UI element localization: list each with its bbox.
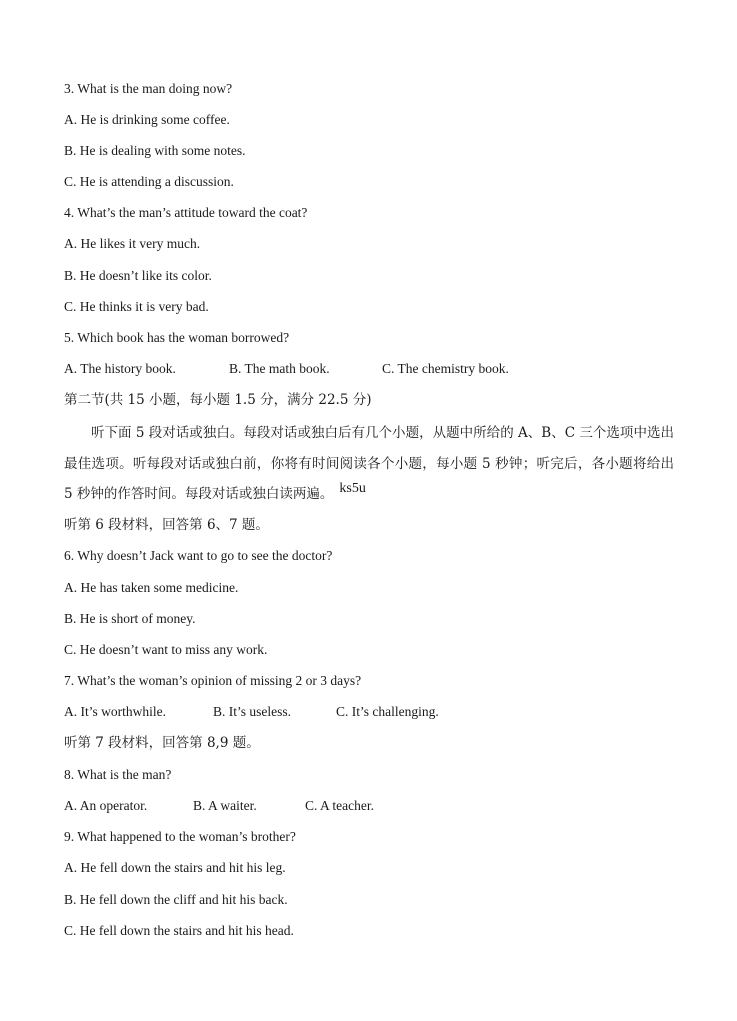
question-3-option-b: B. He is dealing with some notes. <box>64 143 246 158</box>
question-9-option-a: A. He fell down the stairs and hit his leg. <box>64 860 286 875</box>
question-3-option-c: C. He is attending a discussion. <box>64 174 234 189</box>
question-8-option-c: C. A teacher. <box>305 798 374 813</box>
question-4-option-c: C. He thinks it is very bad. <box>64 299 209 314</box>
question-5-option-a: A. The history book. <box>64 361 176 376</box>
question-9-option-c: C. He fell down the stairs and hit his head. <box>64 923 294 938</box>
question-8-option-b: B. A waiter. <box>193 798 257 813</box>
question-8: 8. What is the man? <box>64 767 172 782</box>
question-4-option-a: A. He likes it very much. <box>64 236 201 251</box>
question-4: 4. What’s the man’s attitude toward the coat? <box>64 205 308 220</box>
section-heading: 第二节(共 15 小题，每小题 1.5 分，满分 22.5 分) <box>64 392 372 408</box>
ks5u-mark: ks5u <box>339 481 366 496</box>
question-5-option-c: C. The chemistry book. <box>382 361 509 376</box>
material-7-instruction: 听第 7 段材料，回答第 8,9 题。 <box>64 735 260 751</box>
question-6: 6. Why doesn’t Jack want to go to see the doctor? <box>64 548 333 563</box>
question-6-option-b: B. He is short of money. <box>64 611 196 626</box>
question-9: 9. What happened to the woman’s brother? <box>64 829 296 844</box>
question-6-option-a: A. He has taken some medicine. <box>64 580 239 595</box>
question-5-option-b: B. The math book. <box>229 361 330 376</box>
instructions-text: 听下面 5 段对话或独白。每段对话或独白后有几个小题，从题中所给的 A、B、C 三个选项中选出最佳选项。听每段对话或独白前，你将有时间阅读各个小题，每小题 5 秒钟；听完后，各小题将给出 5 秒钟的作答时间。每段对话或独白读两遍。 <box>64 425 674 502</box>
material-6-instruction: 听第 6 段材料，回答第 6、7 题。 <box>64 517 269 533</box>
question-7-option-a: A. It’s worthwhile. <box>64 704 166 719</box>
question-4-option-b: B. He doesn’t like its color. <box>64 268 212 283</box>
question-7-option-b: B. It’s useless. <box>213 704 292 719</box>
section-instructions <box>64 418 674 511</box>
question-3-option-a: A. He is drinking some coffee. <box>64 112 230 127</box>
question-8-option-a: A. An operator. <box>64 798 148 813</box>
question-7: 7. What’s the woman’s opinion of missing 2 or 3 days? <box>64 673 362 688</box>
question-3: 3. What is the man doing now? <box>64 81 233 96</box>
question-6-option-c: C. He doesn’t want to miss any work. <box>64 642 268 657</box>
question-9-option-b: B. He fell down the cliff and hit his back. <box>64 892 288 907</box>
question-5: 5. Which book has the woman borrowed? <box>64 330 290 345</box>
question-7-option-c: C. It’s challenging. <box>336 704 439 719</box>
